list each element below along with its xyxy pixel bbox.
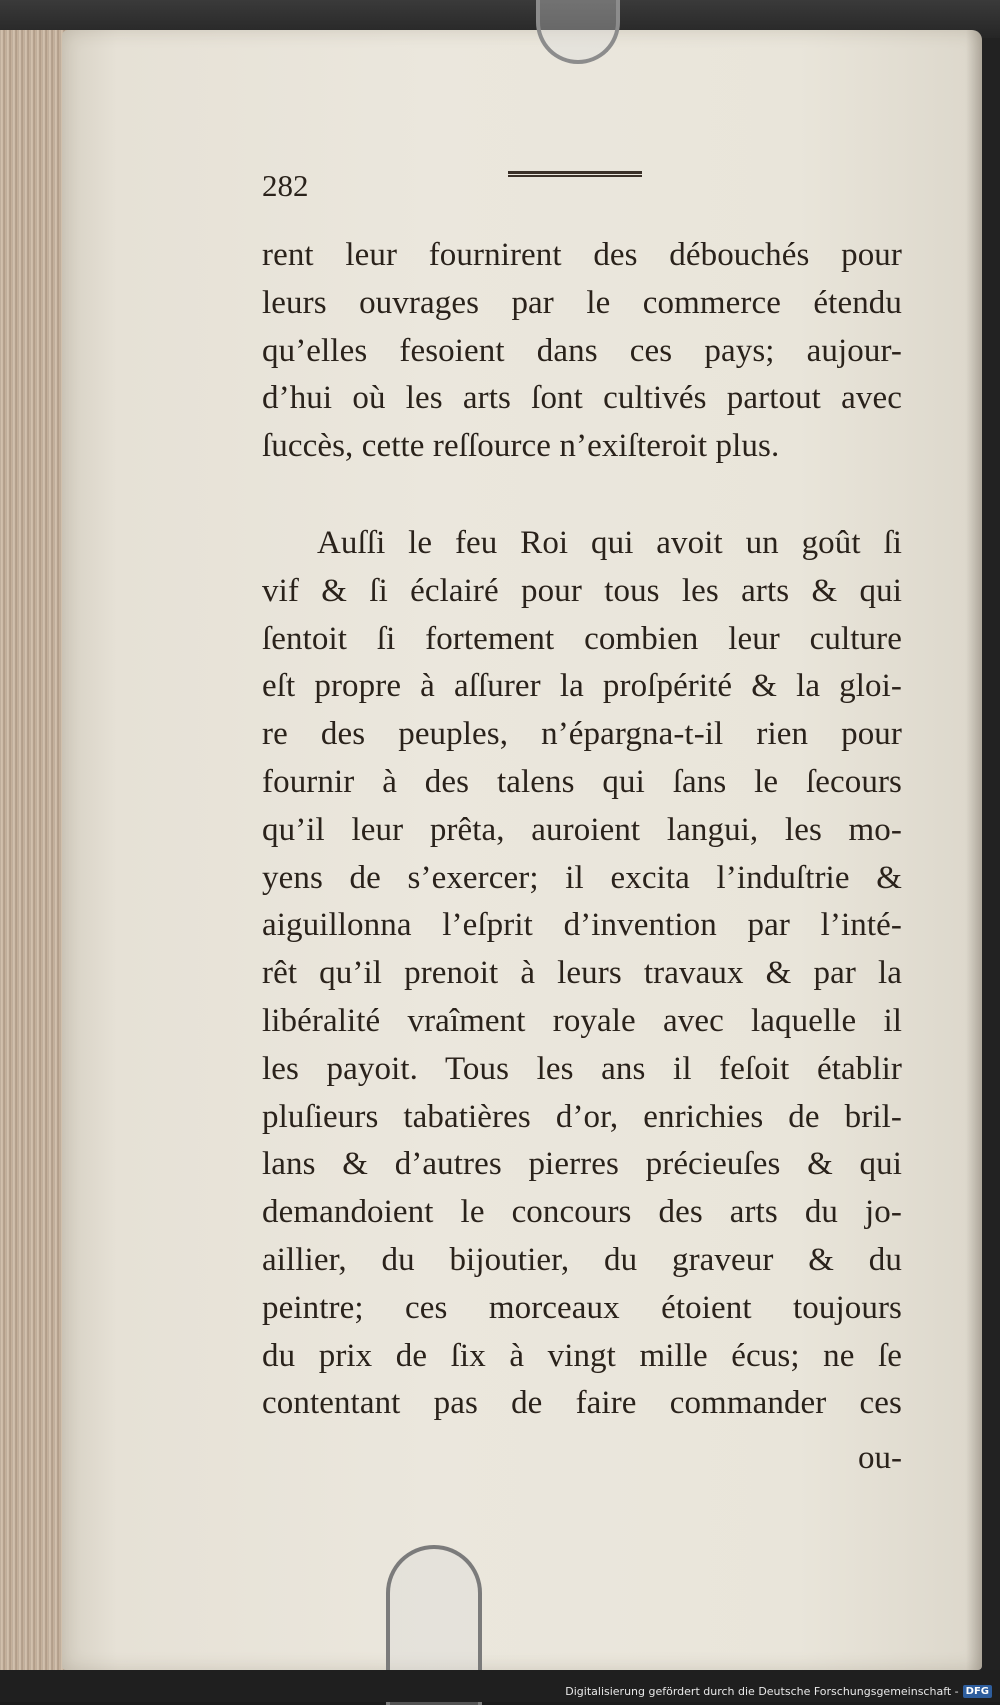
- catchword: ou-: [858, 1440, 902, 1476]
- text-line: eſt propre à aſſurer la proſpérité & la gloi-: [262, 668, 902, 705]
- page-number: 282: [262, 168, 309, 203]
- text-line: pluſieurs tabatières d’or, enrichies de bril-: [262, 1098, 902, 1135]
- text-line: lans & d’autres pierres précieuſes & qui: [262, 1146, 902, 1183]
- page-edge-shadow: [966, 30, 982, 1670]
- text-line: libéralité vraîment royale avec laquelle il: [262, 1002, 902, 1039]
- digitization-credit: [565, 1685, 992, 1698]
- paragraph-2: [262, 520, 902, 1428]
- text-line: demandoient le concours des arts du jo-: [262, 1194, 902, 1231]
- text-line: du prix de ſix à vingt mille écus; ne ſe: [262, 1337, 902, 1374]
- text-line: rêt qu’il prenoit à leurs travaux & par la: [262, 955, 902, 992]
- text-line: re des peuples, n’épargna-t-il rien pour: [262, 716, 902, 753]
- text-line: ſentoit ſi fortement combien leur culture: [262, 620, 902, 657]
- credit-text: Digitalisierung gefördert durch die Deutsche Forschungsgemeinschaft -: [565, 1685, 959, 1698]
- text-line: fournir à des talens qui ſans le ſecours: [262, 763, 902, 800]
- text-line: peintre; ces morceaux étoient toujours: [262, 1289, 902, 1326]
- text-line: qu’il leur prêta, auroient langui, les mo-: [262, 811, 902, 848]
- text-line: qu’elles fesoient dans ces pays; aujour-: [262, 332, 902, 369]
- text-line: rent leur fournirent des débouchés pour: [262, 237, 902, 273]
- text-line: d’hui où les arts ſont cultivés partout avec: [262, 380, 902, 417]
- text-line: leurs ouvrages par le commerce étendu: [262, 284, 902, 321]
- text-line: contentant pas de faire commander ces: [262, 1385, 902, 1422]
- text-line: les payoit. Tous les ans il feſoit établir: [262, 1050, 902, 1087]
- text-line: vif & ſi éclairé pour tous les arts & qui: [262, 572, 902, 609]
- dfg-logo-icon: DFG: [963, 1685, 992, 1698]
- paragraph-1: [262, 232, 902, 471]
- text-line: yens de s’exercer; il excita l’induſtrie &: [262, 859, 902, 896]
- page-header: [262, 168, 902, 208]
- text-line: aiguillonna l’eſprit d’invention par l’inté-: [262, 907, 902, 944]
- text-line: Auſſi le feu Roi qui avoit un goût ſi: [317, 525, 902, 561]
- scanner-bottom-strip: [0, 1670, 1000, 1702]
- text-line: ſuccès, cette reſſource n’exiſteroit plus.: [262, 428, 780, 465]
- header-rule: [508, 171, 642, 177]
- text-line: aillier, du bijoutier, du graveur & du: [262, 1241, 902, 1278]
